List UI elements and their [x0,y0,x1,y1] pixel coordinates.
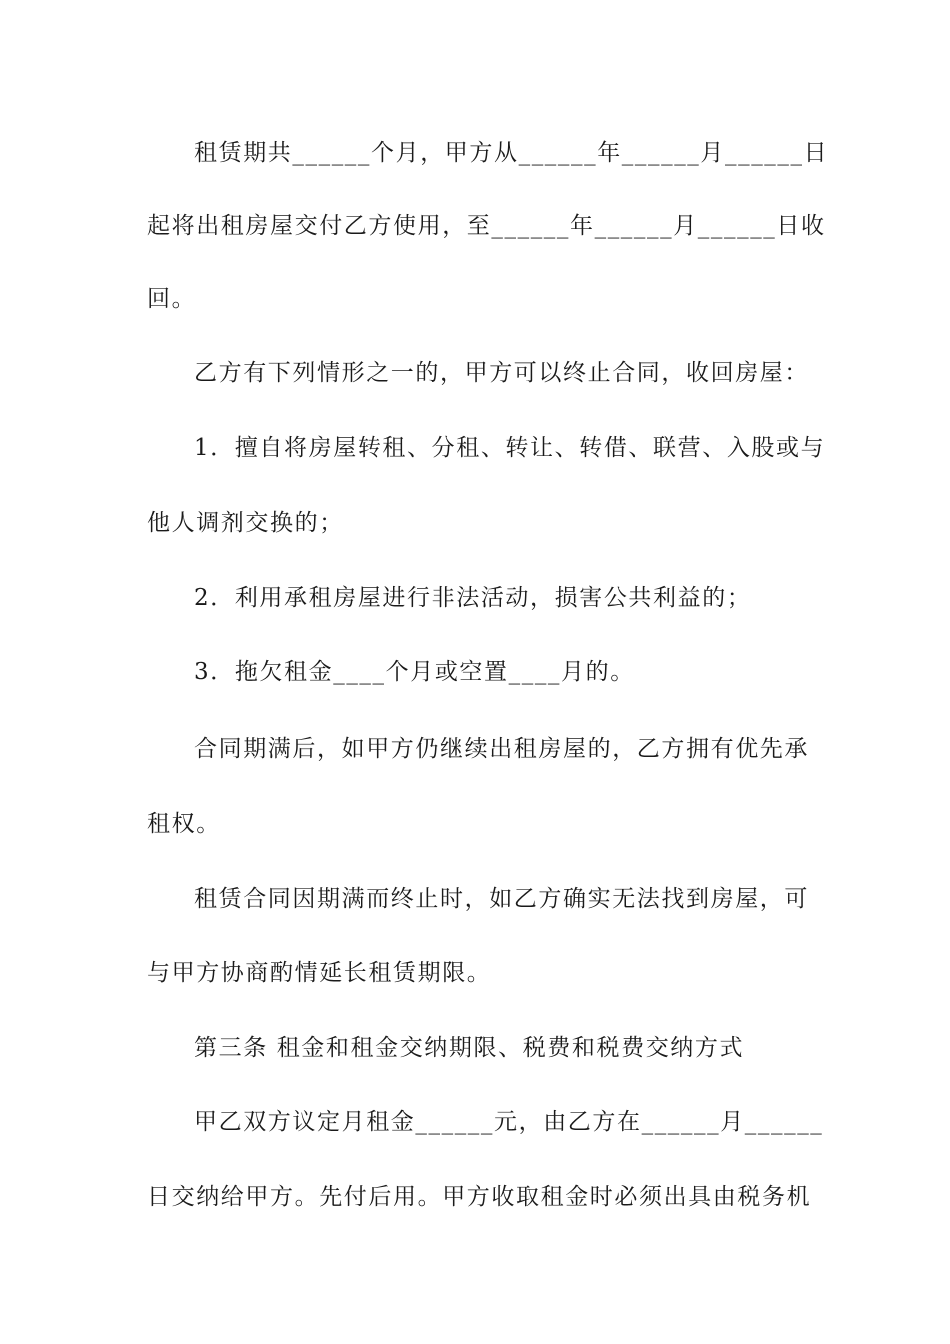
paragraph-lease-term-line-3: 回。 [147,286,197,312]
list-item-2: 2．利用承租房屋进行非法活动，损害公共利益的； [194,585,752,611]
list-item-1-line-1: 1．擅自将房屋转租、分租、转让、转借、联营、入股或与 [194,435,826,461]
paragraph-renewal-line-1: 合同期满后，如甲方仍继续出租房屋的，乙方拥有优先承 [194,736,809,762]
article-3-heading: 第三条 租金和租金交纳期限、税费和税费交纳方式 [194,1035,745,1061]
paragraph-rent-line-1: 甲乙双方议定月租金______元，由乙方在______月______ [194,1109,824,1135]
paragraph-lease-term-line-2: 起将出租房屋交付乙方使用，至______年______月______日收 [147,213,826,239]
paragraph-extension-line-2: 与甲方协商酌情延长租赁期限。 [147,960,492,986]
list-item-1-line-2: 他人调剂交换的； [147,510,344,536]
paragraph-lease-term-line-1: 租赁期共______个月，甲方从______年______月______日 [194,140,829,166]
paragraph-termination-intro: 乙方有下列情形之一的，甲方可以终止合同，收回房屋： [194,360,809,386]
paragraph-rent-line-2: 日交纳给甲方。先付后用。甲方收取租金时必须出具由税务机 [147,1184,812,1210]
paragraph-renewal-line-2: 租权。 [147,811,221,837]
list-item-3: 3．拖欠租金____个月或空置____月的。 [194,659,635,685]
paragraph-extension-line-1: 租赁合同因期满而终止时，如乙方确实无法找到房屋，可 [194,886,809,912]
